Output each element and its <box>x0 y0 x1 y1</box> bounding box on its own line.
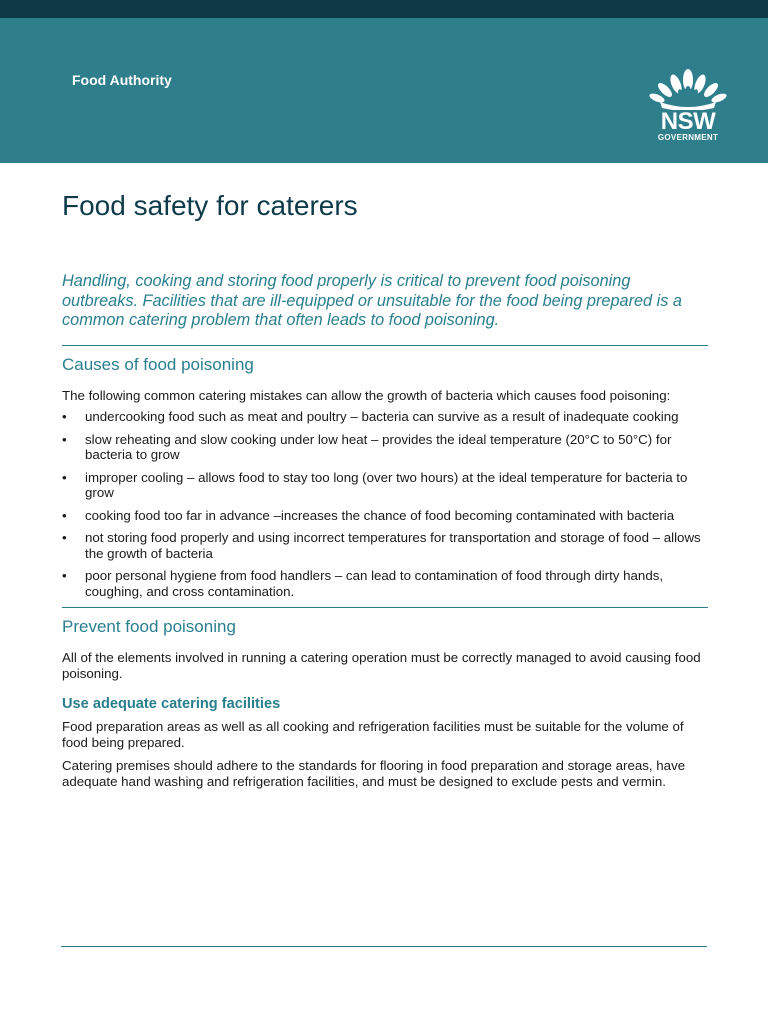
bullet-icon: • <box>62 409 67 425</box>
list-item <box>62 568 708 599</box>
prevent-lead: All of the elements involved in running a catering operation must be correctly managed to avoid causing food poisoning. <box>62 650 701 681</box>
list-item-text: slow reheating and slow cooking under low heat – provides the ideal temperature (20°C to 50°C) for bacteria to grow <box>85 431 672 463</box>
bullet-icon: • <box>62 431 67 447</box>
bullet-icon: • <box>62 469 67 485</box>
list-item <box>62 530 708 561</box>
list-item <box>62 470 708 501</box>
bullet-icon: • <box>62 568 67 584</box>
intro-paragraph: Handling, cooking and storing food properly is critical to prevent food poisoning outbreaks. Facilities that are ill-equipped or unsuitable for the food being prepared is a common catering problem that often leads to food poisoning. <box>62 272 682 330</box>
nsw-government-logo <box>648 68 728 148</box>
list-item-text: not storing food properly and using incorrect temperatures for transportation and storage of food – allows the growth of bacteria <box>85 530 701 561</box>
causes-list <box>62 409 708 599</box>
list-item <box>62 409 708 425</box>
list-item-text: poor personal hygiene from food handlers – can lead to contamination of food through dirty hands, coughing, and cross contamination. <box>85 568 664 599</box>
top-bar <box>0 0 768 18</box>
section-divider <box>62 345 708 346</box>
facilities-paragraph: Catering premises should adhere to the standards for flooring in food preparation and storage areas, have adequate hand washing and refrigeration facilities, and must be designed to exclude pests and vermin. <box>62 758 686 789</box>
list-item <box>62 508 708 524</box>
list-item-text: cooking food too far in advance –increases the chance of food becoming contaminated with bacteria <box>85 507 675 523</box>
list-item-text: improper cooling – allows food to stay too long (over two hours) at the ideal temperature for bacteria to grow <box>85 469 688 501</box>
facilities-subheading: Use adequate catering facilities <box>62 696 281 713</box>
document-body <box>62 188 708 789</box>
header-banner <box>0 18 768 163</box>
page-title: Food safety for caterers <box>62 190 358 221</box>
bullet-icon: • <box>62 530 67 546</box>
list-item-text: undercooking food such as meat and poultry – bacteria can survive as a result of inadequate cooking <box>85 409 679 425</box>
footer-divider <box>61 946 707 947</box>
causes-heading: Causes of food poisoning <box>62 354 254 374</box>
prevent-heading: Prevent food poisoning <box>62 617 236 637</box>
logo-subtitle: GOVERNMENT <box>657 133 719 142</box>
waratah-flower-icon <box>648 68 728 110</box>
causes-lead: The following common catering mistakes can allow the growth of bacteria which causes food poisoning: <box>62 387 671 403</box>
logo-word: NSW <box>660 108 716 135</box>
list-item <box>62 432 708 463</box>
section-divider <box>62 607 708 608</box>
agency-name: Food Authority <box>72 72 172 88</box>
facilities-paragraph: Food preparation areas as well as all cooking and refrigeration facilities must be suitable for the volume of food being prepared. <box>62 719 684 750</box>
bullet-icon: • <box>62 507 67 523</box>
